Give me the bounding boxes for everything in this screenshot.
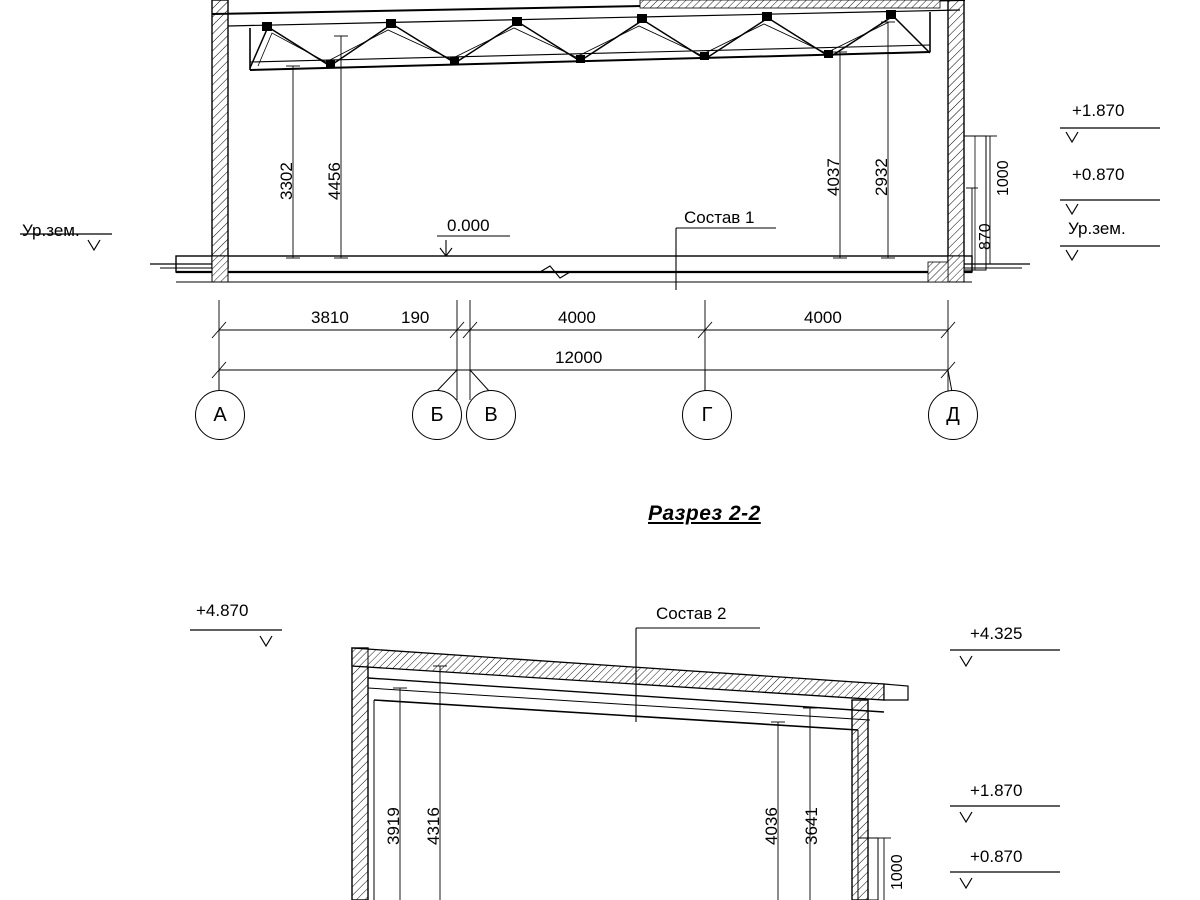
axis-bubble-b[interactable]: Б [412, 390, 462, 440]
section-title-razrez-2-2: Разрез 2-2 [648, 502, 761, 525]
dim-label-2932: 2932 [872, 158, 891, 196]
axis-bubble-d[interactable]: Д [928, 390, 978, 440]
chain-dim-4000-2: 4000 [804, 308, 842, 327]
note-label-sostav-2: Состав 2 [656, 604, 727, 623]
dim-label-4036: 4036 [762, 807, 781, 845]
dim-label-4037: 4037 [824, 158, 843, 196]
chain-dim-190: 190 [401, 308, 430, 327]
elev-label-ur-zem-right: Ур.зем. [1068, 219, 1126, 238]
elev-label-0870-s1: +0.870 [1072, 165, 1125, 184]
dim-label-3919: 3919 [384, 807, 403, 845]
section-2-geometry [190, 628, 1060, 900]
dim-label-4316: 4316 [424, 807, 443, 845]
elev-label-1870-s1: +1.870 [1072, 101, 1125, 120]
elev-label-1870-s2: +1.870 [970, 781, 1023, 800]
dim-label-1000-s2: 1000 [889, 854, 906, 890]
note-label-sostav-1: Состав 1 [684, 208, 755, 227]
chain-dim-4000-1: 4000 [558, 308, 596, 327]
section-1-geometry [20, 0, 1160, 400]
elev-label-0870-s2: +0.870 [970, 847, 1023, 866]
chain-dim-3810: 3810 [311, 308, 349, 327]
dim-label-3641: 3641 [802, 807, 821, 845]
level-label-0000: 0.000 [447, 216, 490, 235]
elev-label-ur-zem-left: Ур.зем. [22, 221, 80, 240]
dim-label-1000-s1: 1000 [995, 160, 1012, 196]
dim-label-870: 870 [977, 223, 994, 250]
dim-label-4456: 4456 [325, 162, 344, 200]
axis-bubble-v[interactable]: В [466, 390, 516, 440]
axis-bubble-g[interactable]: Г [682, 390, 732, 440]
elev-label-4870: +4.870 [196, 601, 249, 620]
dim-label-3302: 3302 [277, 162, 296, 200]
total-dim-12000: 12000 [555, 348, 603, 367]
axis-bubble-a[interactable]: А [195, 390, 245, 440]
elev-label-4325: +4.325 [970, 624, 1023, 643]
